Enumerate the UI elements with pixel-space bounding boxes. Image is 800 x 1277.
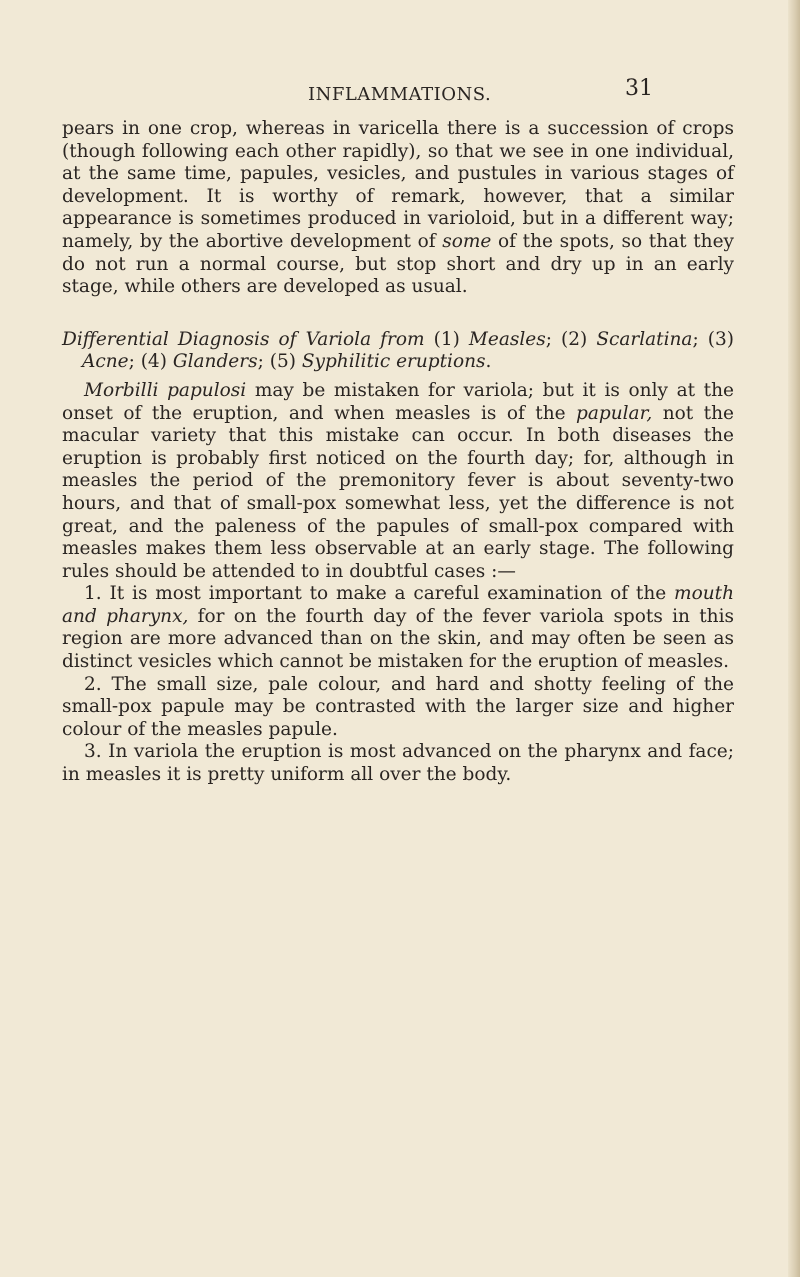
rule-item-2: 2. The small size, pale colour, and hard and shotty feeling of the small-pox papule may be contrasted with the larger size and higher colour of the measles papule. bbox=[62, 673, 734, 740]
heading-separator: ; bbox=[257, 351, 264, 373]
heading-number: (2) bbox=[561, 328, 588, 350]
emphasis-text: some bbox=[442, 230, 492, 252]
page-edge bbox=[788, 0, 800, 1277]
paragraph-text: pears in one crop, whereas in varicella there is a succession of crops (though following each other rapidly), so that we see in one individual, at the same time, papules, vesicles, and pustules in various stages of development. It is worthy of remark, however, that a similar appearance is sometimes produced in varioloid, but in a different way; namely, by the abortive development of bbox=[62, 118, 734, 252]
page-header bbox=[70, 74, 670, 110]
heading-number: (5) bbox=[269, 351, 296, 373]
rule-item-1 bbox=[62, 583, 734, 673]
heading-number: (4) bbox=[140, 351, 167, 373]
heading-term: Glanders bbox=[172, 351, 258, 373]
paragraph-text: for on the fourth day of the fever variola spots in this region are more advanced than on the skin, and may often be seen as distinct vesicles which cannot be mistaken for the eruption of measles. bbox=[62, 605, 734, 673]
paragraph-morbilli bbox=[62, 380, 734, 583]
heading-separator: ; bbox=[692, 328, 699, 350]
paragraph-text: 1. It is most important to make a careful examination of the bbox=[84, 583, 667, 605]
paragraph-text: of the spots, so that they do not run a normal course, but stop short and dry up in an early stage, while others are developed as usual. bbox=[62, 230, 734, 298]
rule-item-3: 3. In variola the eruption is most advanced on the pharynx and face; in measles it is pretty uniform all over the body. bbox=[62, 741, 734, 786]
paragraph-varioloid bbox=[62, 118, 734, 299]
section-heading bbox=[62, 329, 734, 374]
heading-term: Measles bbox=[468, 328, 546, 350]
paragraph-text: not the macular variety that this mistake can occur. In both diseases the eruption is probably first noticed on the fourth day; for, although in measles the period of the premonitory fever is about seventy-two hours, and that of small-pox somewhat less, yet the difference is not great, and the paleness of the papules of small-pox compared with measles makes them less observable at an early stage. The following rules should be attended to in doubtful cases :— bbox=[62, 402, 734, 582]
heading-lead: Differential Diagnosis of Variola from bbox=[62, 328, 425, 350]
heading-separator: ; bbox=[128, 351, 135, 373]
heading-number: (3) bbox=[707, 328, 734, 350]
heading-term: Acne bbox=[82, 351, 129, 373]
emphasis-text: Morbilli papulosi bbox=[84, 379, 247, 401]
heading-separator: . bbox=[485, 351, 492, 373]
running-head: INFLAMMATIONS. bbox=[308, 84, 492, 105]
emphasis-text: mouth and pharynx, bbox=[62, 583, 734, 627]
heading-term: Syphilitic eruptions bbox=[301, 351, 486, 373]
heading-separator: ; bbox=[545, 328, 552, 350]
heading-term: Scarlatina bbox=[596, 328, 693, 350]
heading-number: (1) bbox=[433, 328, 460, 350]
emphasis-text: papular, bbox=[576, 402, 653, 424]
paragraph-text: may be mistaken for variola; but it is only at the onset of the eruption, and when measles is of the bbox=[62, 379, 734, 424]
page-number: 31 bbox=[625, 76, 653, 101]
body-text bbox=[62, 118, 734, 787]
